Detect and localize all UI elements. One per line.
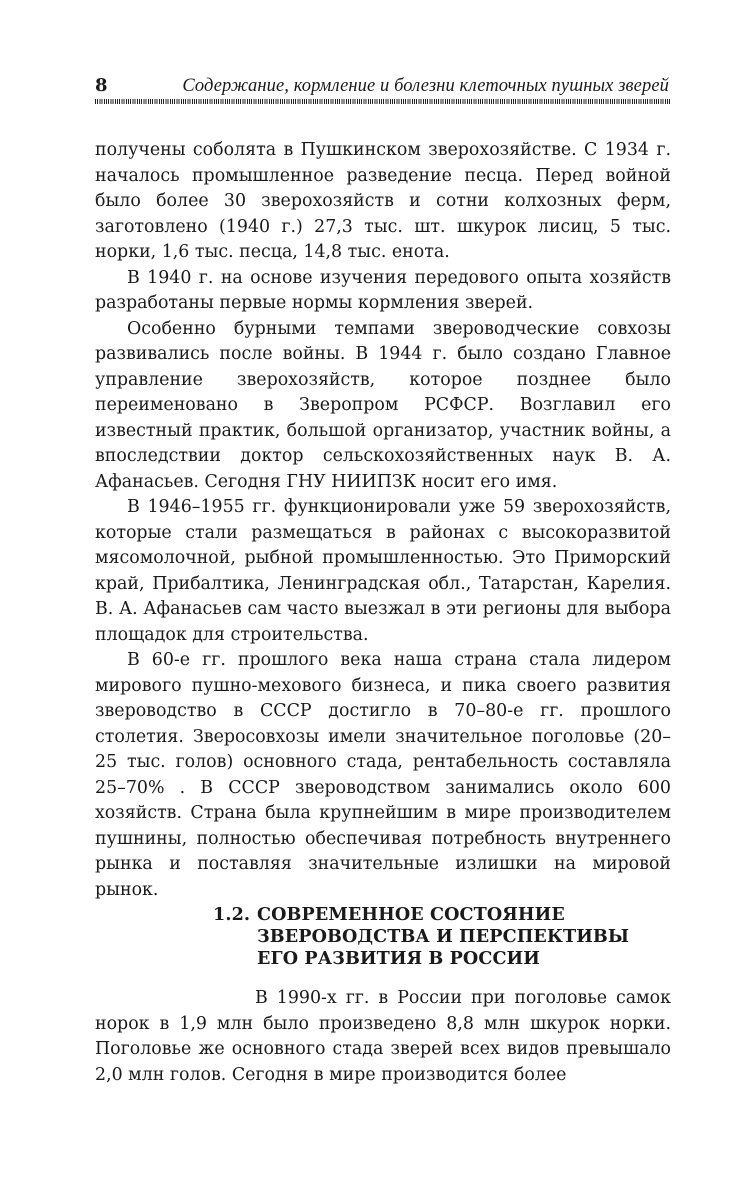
header-rule	[95, 99, 671, 104]
body-text	[95, 138, 671, 903]
running-head	[95, 74, 671, 98]
section-paragraph: В 1990-х гг. в России при поголовье самок норок в 1,9 млн было произведено 8,8 млн шкурок норки. Поголовье же основного стада зверей всех видов превышало 2,0 млн голов. Сегодня в мире производится более	[95, 988, 671, 1085]
section-heading-line-1	[213, 904, 653, 926]
page-number: 8	[95, 75, 108, 96]
section-title-line-3: ЕГО РАЗВИТИЯ В РОССИИ	[257, 948, 541, 969]
section-title-line-2: ЗВЕРОВОДСТВА И ПЕРСПЕКТИВЫ	[257, 926, 630, 947]
paragraph: получены соболята в Пушкинском зверохозяйстве. С 1934 г. началось промышленное разведение песца. Перед войной было более 30 зверохозяйств и сотни колхозных ферм, заготовлено (1940 г.) 27,3 тыс. шт. шкурок лисиц, 5 тыс. норки, 1,6 тыс. песца, 14,8 тыс. енота.	[95, 140, 671, 262]
book-page	[95, 74, 671, 1085]
paragraph: В 60-е гг. прошлого века наша страна стала лидером мирового пушно-мехового бизнеса, и пика своего развития звероводство в СССР достигло в 70–80-е гг. прошлого столетия. Зверосовхозы имели значительное поголовье (20–25 тыс. голов) основного стада, рентабельность составляла 25–70% . В СССР звероводством занимались около 600 хозяйств. Страна была крупнейшим в мире производителем пушнины, полностью обеспечивая потребность внутреннего рынка и поставляя значительные излишки на мировой рынок.	[95, 650, 671, 900]
section-heading	[213, 904, 653, 970]
running-title: Содержание, кормление и болезни клеточных пушных зверей	[182, 76, 669, 96]
paragraph: В 1946–1955 гг. функционировали уже 59 зверохозяйств, которые стали размещаться в районах с высокоразвитой мясомолочной, рыбной промышленностью. Это Приморский край, Прибалтика, Ленинградская обл., Татарстан, Карелия. В. А. Афанасьев сам часто выезжал в эти регионы для выбора площадок для строительства.	[95, 497, 671, 645]
paragraph: В 1940 г. на основе изучения передового опыта хозяйств разработаны первые нормы кормления зверей.	[95, 267, 671, 313]
section-number: 1.2.	[213, 904, 251, 925]
section-body	[95, 986, 671, 1088]
section-title-line-1: СОВРЕМЕННОЕ СОСТОЯНИЕ	[257, 904, 565, 925]
paragraph: Особенно бурными темпами звероводческие совхозы развивались после войны. В 1944 г. было создано Главное управление зверохозяйств, которое позднее было переименовано в Зверопром РСФСР. Возглавил его известный практик, большой организатор, участник войны, а впоследствии доктор сельскохозяйственных наук В. А. Афанасьев. Сегодня ГНУ НИИПЗК носит его имя.	[95, 318, 671, 492]
